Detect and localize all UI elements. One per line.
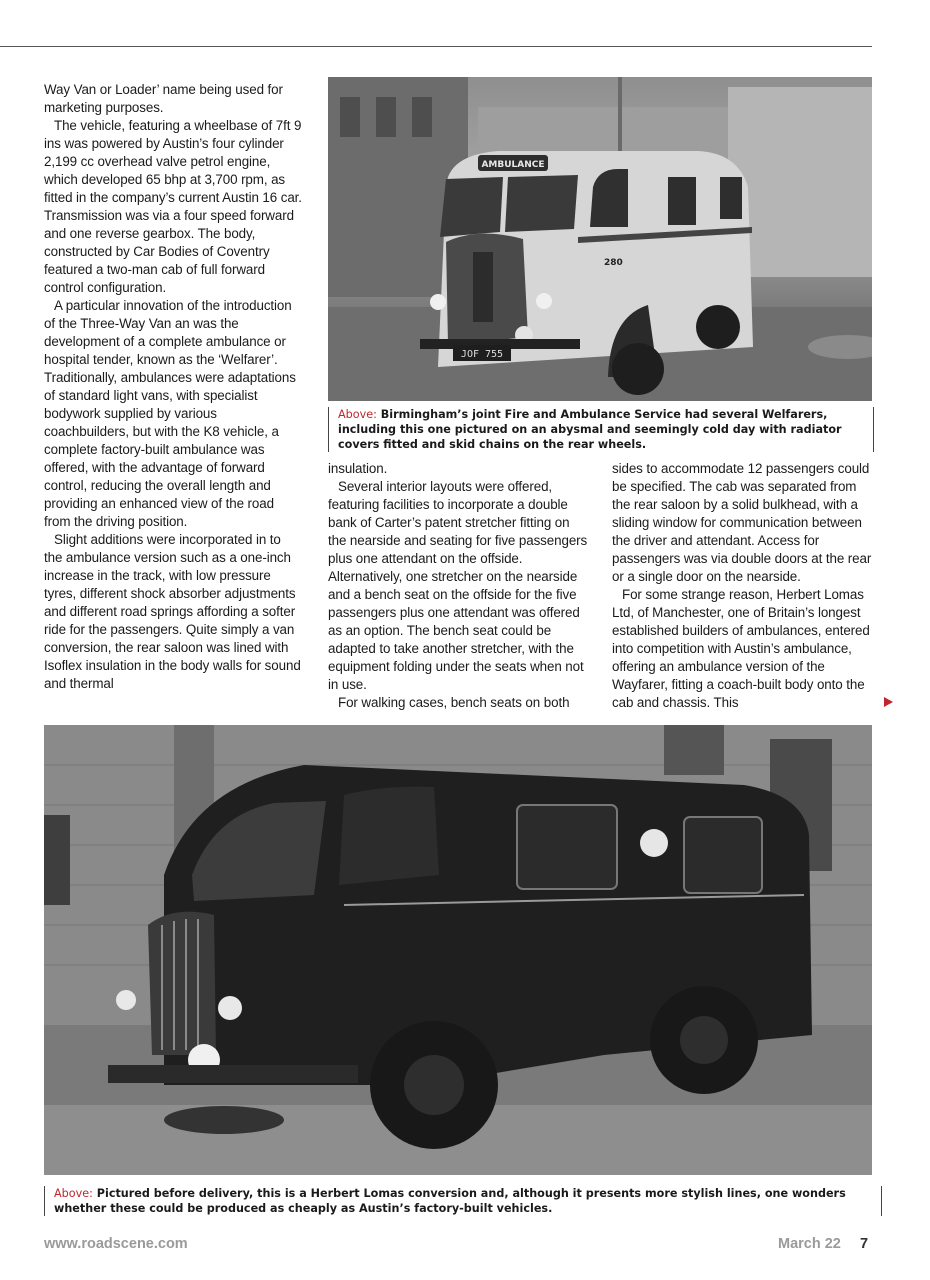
ambulance-photo-birmingham (328, 77, 872, 401)
license-plate-text: JOF 755 (460, 349, 504, 360)
photo-caption-2 (44, 1186, 872, 1216)
header-rule (0, 46, 872, 47)
paragraph: sides to accommodate 12 passengers could be specified. The cab was separated from the rear saloon by a solid bulkhead, with a sliding window for communication between the driver and attendant. Access for passengers was via double doors at the rear or a single door on the nearside. (612, 461, 872, 584)
caption-text: Pictured before delivery, this is a Herbert Lomas conversion and, although it presents more stylish lines, one wonders whether these could be produced as cheaply as Austin’s factory-built vehicles. (54, 1187, 846, 1215)
page-number: 7 (860, 1236, 869, 1252)
caption-prefix: Above: (54, 1187, 93, 1200)
paragraph: Way Van or Loader’ name being used for marketing purposes. (44, 82, 283, 115)
arrow-right-icon (884, 697, 893, 707)
paragraph: insulation. (328, 461, 388, 476)
photo-caption-1 (328, 407, 864, 452)
paragraph: Several interior layouts were offered, featuring facilities to incorporate a double bank of Carter’s patent stretcher fitting on the nearside and seating for five passengers plus one attendant on the offside. Alternatively, one stretcher on the nearside and a bench seat on the offside for the five passengers plus one attendant was offered as an option. The bench seat could be adapted to take another stretcher, with the equipment folding under the seats when not in use. (328, 479, 588, 692)
footer-date: March 22 (778, 1236, 841, 1252)
paragraph: Slight additions were incorporated in to the ambulance version such as a one-inch increase in the track, with low pressure tyres, different shock absorber adjustments and different road springs affording a softer ride for the passengers. Quite simply a van conversion, the rear saloon was lined with Isoflex insulation in the body walls for sound and thermal (44, 532, 301, 691)
article-column-3 (612, 460, 874, 712)
caption-prefix: Above: (338, 408, 377, 421)
paragraph: For walking cases, bench seats on both (338, 695, 570, 710)
article-column-2 (328, 460, 590, 712)
paragraph: The vehicle, featuring a wheelbase of 7ft 9 ins was powered by Austin’s four cylinder 2,199 cc overhead valve petrol engine, which developed 65 bhp at 3,700 rpm, as fitted in the company’s current Austin 16 car. Transmission was via a four speed forward and one reverse gearbox. The body, constructed by Car Bodies of Coventry featured a two-man cab of full forward control configuration. (44, 118, 302, 295)
caption-text: Birmingham’s joint Fire and Ambulance Service had several Welfarers, including this one pictured on an abysmal and seemingly cold day with radiator covers fitted and skid chains on the rear wheels. (338, 408, 842, 451)
ambulance-photo-lomas (44, 725, 872, 1175)
article-column-1 (44, 81, 302, 693)
roof-sign-text: AMBULANCE (481, 160, 545, 170)
fleet-number-text: 280 (604, 258, 623, 268)
paragraph: A particular innovation of the introduction of the Three-Way Van an was the development of a complete ambulance or hospital tender, known as the ‘Welfarer’. Traditionally, ambulances were adaptations of standard light vans, with specialist bodywork supplied by various coachbuilders, but with the K8 vehicle, a complete factory-built ambulance was offered, with the advantage of forward control, reducing the overall length and providing an enhanced view of the road from the driving position. (44, 298, 296, 529)
paragraph: For some strange reason, Herbert Lomas Ltd, of Manchester, one of Britain’s longest established builders of ambulances, entered into competition with Austin’s ambulance, offering an ambulance version of the Wayfarer, fitting a coach-built body onto the cab and chassis. This (612, 587, 870, 710)
footer-url: www.roadscene.com (44, 1236, 188, 1252)
